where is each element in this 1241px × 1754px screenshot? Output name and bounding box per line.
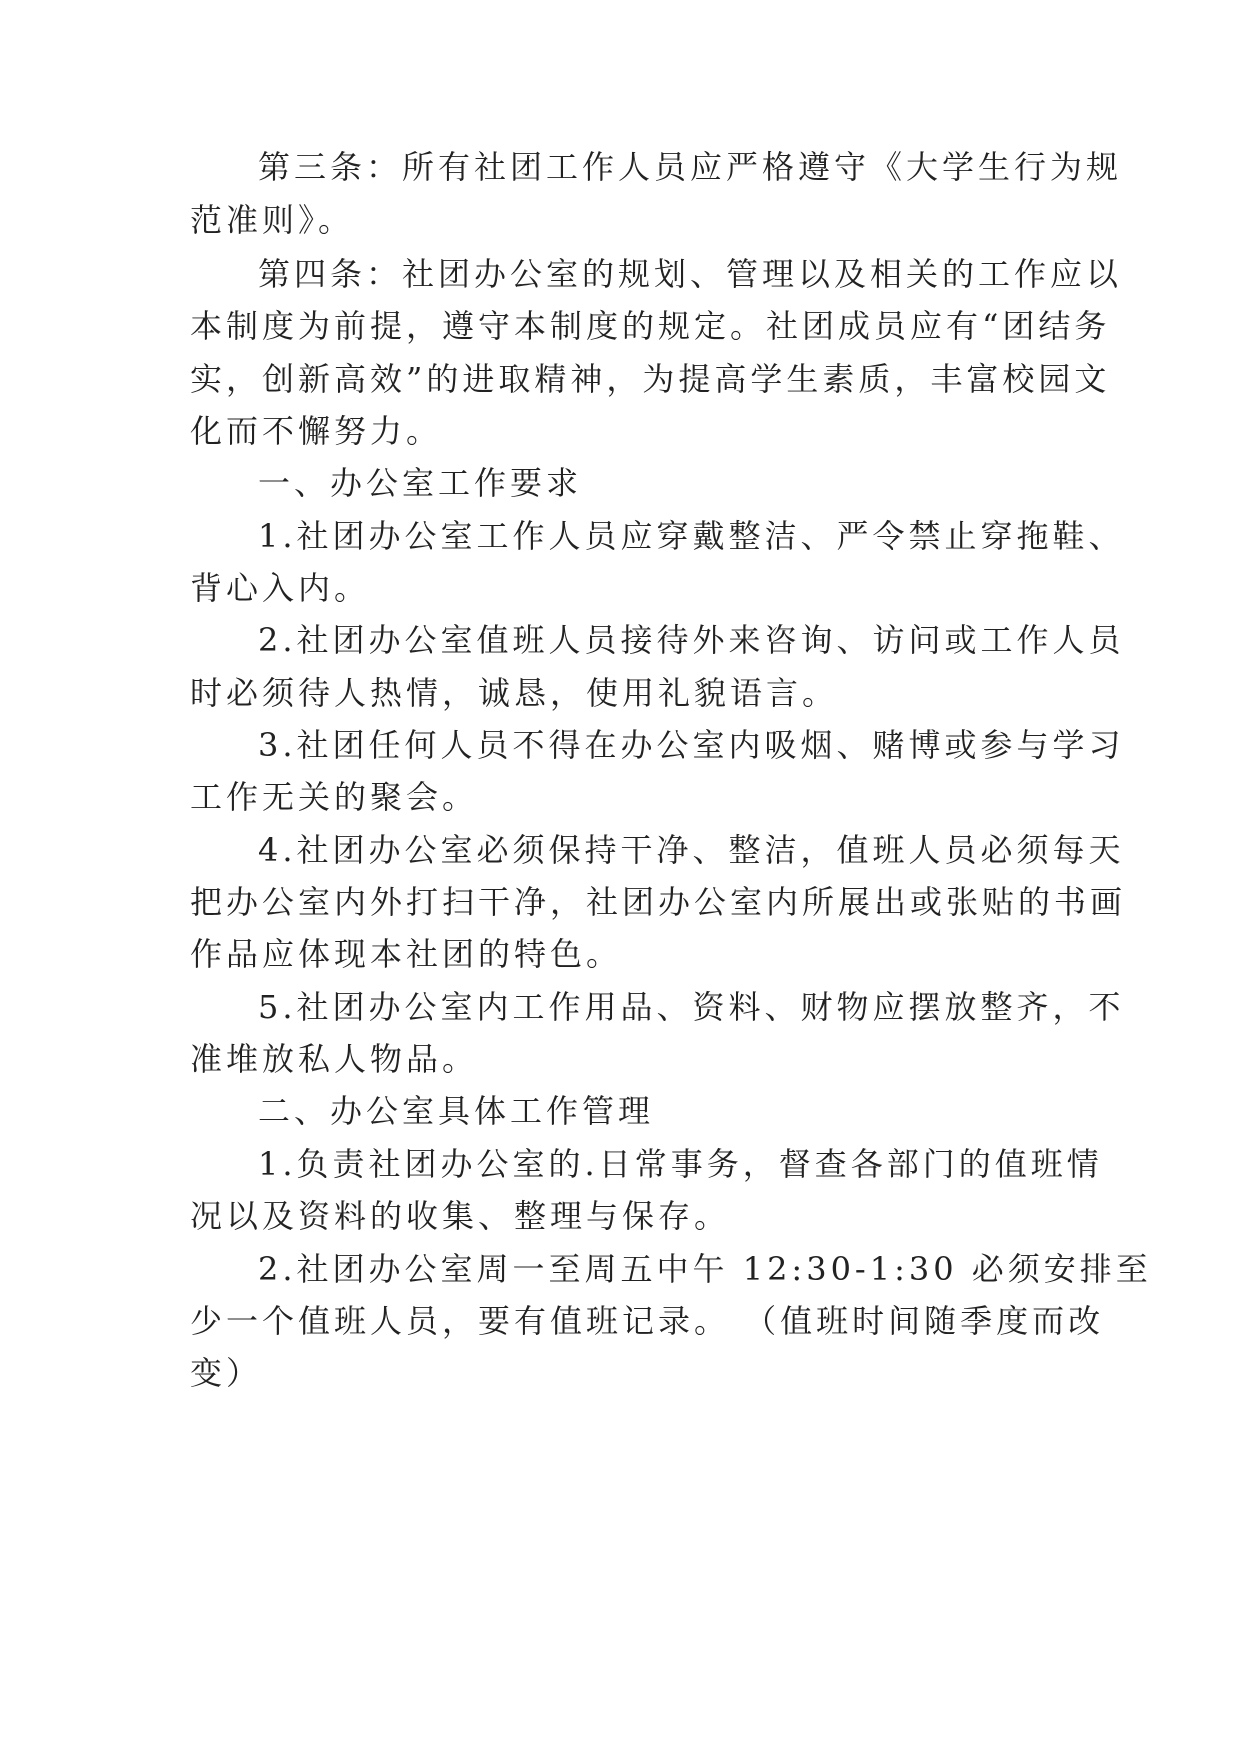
section-1-item-4-line-3: 作品应体现本社团的特色。 — [190, 935, 623, 973]
article-3-line-2: 范准则》。 — [190, 201, 355, 239]
article-4-line-3: 实，创新高效”的进取精神，为提高学生素质，丰富校园文 — [190, 360, 1111, 398]
section-2-heading: 二、办公室具体工作管理 — [258, 1092, 655, 1130]
section-1-item-3-line-1: 3.社团任何人员不得在办公室内吸烟、赌博或参与学习 — [258, 726, 1125, 764]
section-2-item-2-line-3: 变） — [190, 1354, 263, 1392]
article-4-line-1: 第四条：社团办公室的规划、管理以及相关的工作应以 — [258, 255, 1123, 293]
section-1-item-2-line-1: 2.社团办公室值班人员接待外来咨询、访问或工作人员 — [258, 621, 1125, 659]
section-1-item-4-line-1: 4.社团办公室必须保持干净、整洁，值班人员必须每天 — [258, 831, 1125, 869]
section-1-item-1-line-1: 1.社团办公室工作人员应穿戴整洁、严令禁止穿拖鞋、 — [258, 517, 1125, 555]
article-3-line-1: 第三条：所有社团工作人员应严格遵守《大学生行为规 — [258, 148, 1123, 186]
section-1-heading: 一、办公室工作要求 — [258, 464, 583, 502]
section-2-item-2-line-1: 2.社团办公室周一至周五中午 12:30-1:30 必须安排至 — [258, 1250, 1152, 1288]
section-2-item-1-line-2: 况以及资料的收集、整理与保存。 — [190, 1197, 731, 1235]
section-1-item-3-line-2: 工作无关的聚会。 — [190, 778, 479, 816]
section-1-item-1-line-2: 背心入内。 — [190, 569, 371, 607]
section-2-item-1-line-1: 1.负责社团办公室的.日常事务，督查各部门的值班情 — [258, 1145, 1103, 1183]
section-1-item-2-line-2: 时必须待人热情，诚恳，使用礼貌语言。 — [190, 674, 839, 712]
article-4-line-4: 化而不懈努力。 — [190, 412, 443, 450]
section-1-item-5-line-2: 准堆放私人物品。 — [190, 1040, 479, 1078]
section-2-item-2-line-2: 少一个值班人员，要有值班记录。 （值班时间随季度而改 — [190, 1302, 1105, 1340]
section-1-item-5-line-1: 5.社团办公室内工作用品、资料、财物应摆放整齐，不 — [258, 988, 1125, 1026]
section-1-item-4-line-2: 把办公室内外打扫干净，社团办公室内所展出或张贴的书画 — [190, 883, 1127, 921]
article-4-line-2: 本制度为前提，遵守本制度的规定。社团成员应有“团结务 — [190, 307, 1111, 345]
